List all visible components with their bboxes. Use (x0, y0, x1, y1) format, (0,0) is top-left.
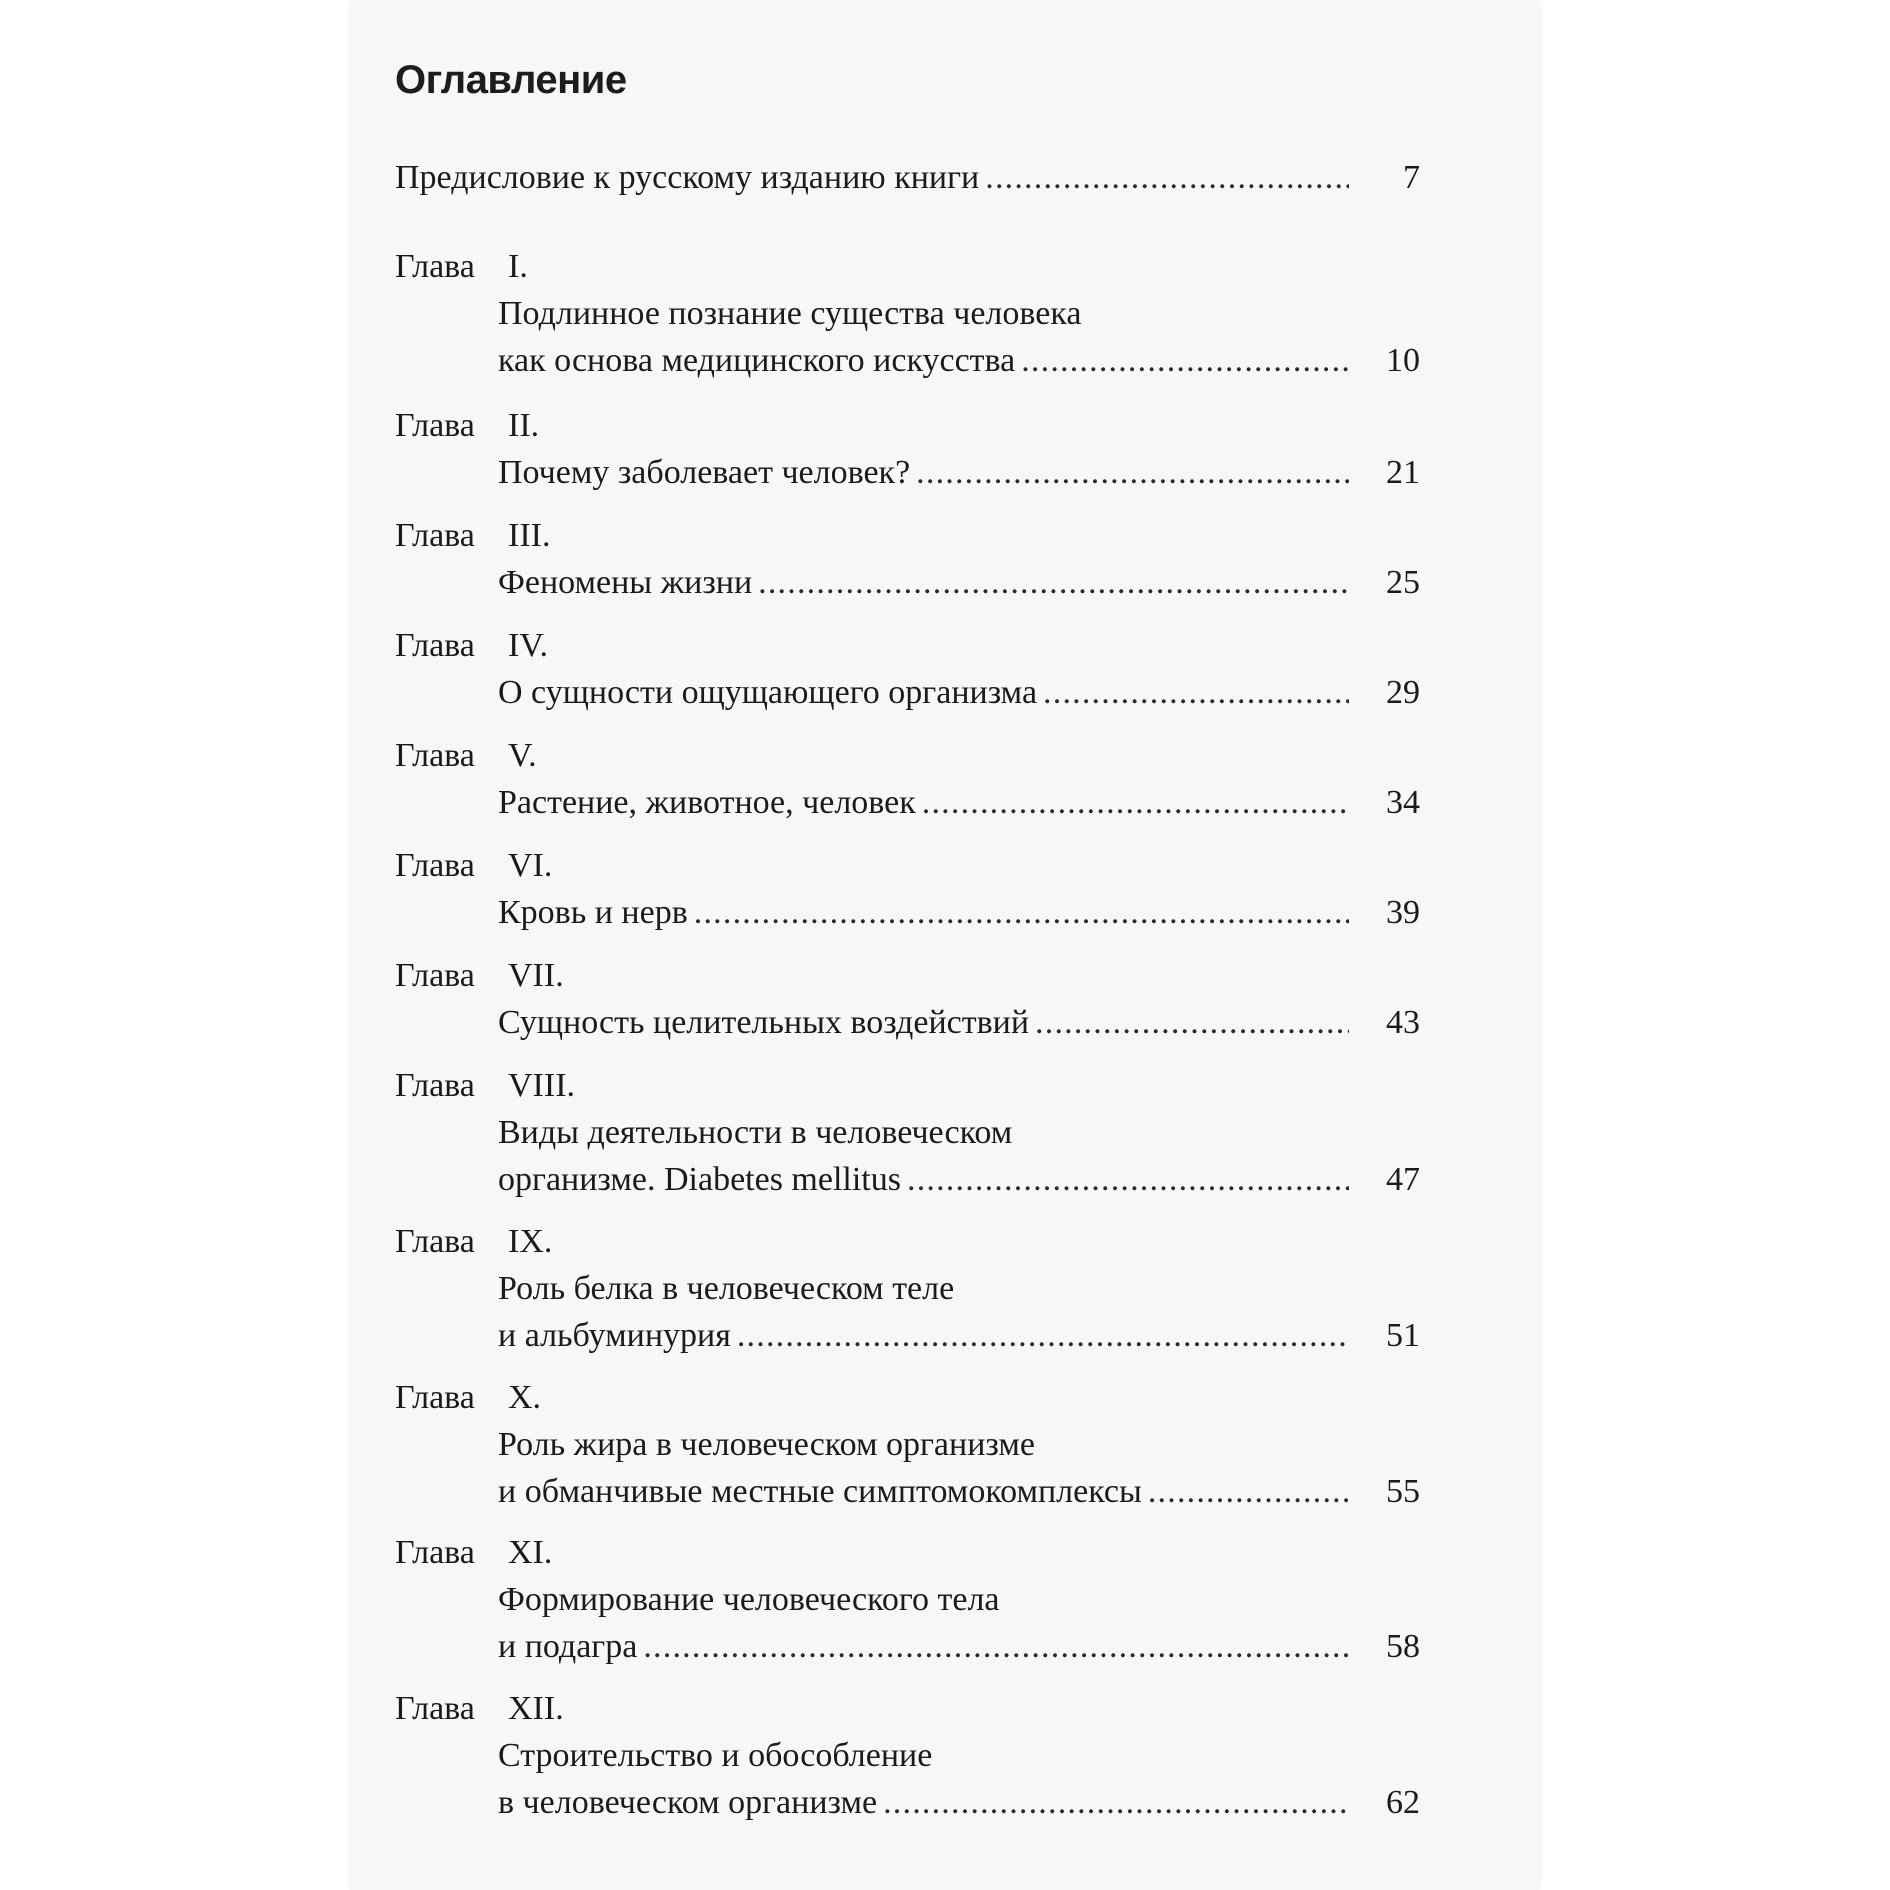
chapter-label: Глава (395, 1379, 475, 1416)
chapter-number: XII. (508, 1690, 564, 1727)
chapter-number: VII. (508, 957, 564, 994)
chapter-label: Глава (395, 1223, 475, 1260)
chapter-number: VIII. (508, 1067, 576, 1104)
chapter-label: Глава (395, 248, 475, 285)
chapter-title-line (498, 676, 1355, 710)
chapter-label: Глава (395, 957, 475, 994)
entry-title: как основа медицинского искусства (498, 342, 1016, 379)
dot-leader (922, 786, 1349, 820)
page-number: 47 (1386, 1161, 1420, 1198)
chapter-title-line (498, 1475, 1355, 1509)
chapter-number: V. (508, 737, 537, 774)
dot-leader (737, 1319, 1349, 1353)
entry-title: Сущность целительных воздействий (498, 1004, 1030, 1041)
chapter-number: II. (508, 407, 540, 444)
dot-leader (907, 1163, 1349, 1197)
chapter-title-line (498, 456, 1355, 490)
page-number: 10 (1386, 342, 1420, 379)
chapter-label: Глава (395, 407, 475, 444)
chapter-number: VI. (508, 847, 553, 884)
page-number: 58 (1386, 1628, 1420, 1665)
chapter-title-line (498, 1319, 1355, 1353)
chapter-title-line: Формирование человеческого тела (498, 1581, 1000, 1618)
chapter-title-line: Подлинное познание существа человека (498, 295, 1082, 332)
page-number: 55 (1386, 1473, 1420, 1510)
dot-leader (883, 1786, 1349, 1820)
chapter-label: Глава (395, 737, 475, 774)
entry-title: Феномены жизни (498, 564, 753, 601)
dot-leader (1021, 344, 1349, 378)
chapter-number: III. (508, 517, 551, 554)
chapter-number: I. (508, 248, 528, 285)
entry-title: О сущности ощущающего организма (498, 674, 1038, 711)
dot-leader (1043, 676, 1349, 710)
page-number: 21 (1386, 454, 1420, 491)
chapter-number: IX. (508, 1223, 553, 1260)
entry-title: в человеческом организме (498, 1784, 878, 1821)
page-number: 25 (1386, 564, 1420, 601)
chapter-label: Глава (395, 627, 475, 664)
page-number: 39 (1386, 894, 1420, 931)
entry-title: и подагра (498, 1628, 638, 1665)
toc-heading: Оглавление (395, 58, 627, 102)
chapter-title-line (498, 786, 1355, 820)
entry-title: Кровь и нерв (498, 894, 688, 931)
chapter-title-line: Роль белка в человеческом теле (498, 1270, 955, 1307)
dot-leader (694, 896, 1349, 930)
chapter-label: Глава (395, 1534, 475, 1571)
entry-title: Предисловие к русскому изданию книги (395, 159, 980, 196)
chapter-title-line (498, 896, 1355, 930)
page-number: 51 (1386, 1317, 1420, 1354)
chapter-label: Глава (395, 517, 475, 554)
page-number: 29 (1386, 674, 1420, 711)
chapter-title-line (498, 344, 1355, 378)
page-number: 7 (1403, 159, 1420, 196)
chapter-title-line (498, 1630, 1355, 1664)
dot-leader (916, 456, 1349, 490)
dot-leader (643, 1630, 1349, 1664)
chapter-title-line: Строительство и обособление (498, 1737, 933, 1774)
dot-leader (985, 161, 1349, 195)
dot-leader (758, 566, 1349, 600)
page-number: 43 (1386, 1004, 1420, 1041)
chapter-title-line (498, 1006, 1355, 1040)
page-number: 62 (1386, 1784, 1420, 1821)
chapter-number: X. (508, 1379, 542, 1416)
preface-entry (395, 161, 1355, 195)
chapter-title-line (498, 1163, 1355, 1197)
chapter-label: Глава (395, 1690, 475, 1727)
chapter-title-line (498, 566, 1355, 600)
entry-title: и альбуминурия (498, 1317, 731, 1354)
entry-title: организме. Diabetes mellitus (498, 1161, 901, 1198)
chapter-number: XI. (508, 1534, 553, 1571)
chapter-number: IV. (508, 627, 548, 664)
chapter-label: Глава (395, 1067, 475, 1104)
chapter-label: Глава (395, 847, 475, 884)
entry-title: и обманчивые местные симптомокомплексы (498, 1473, 1142, 1510)
entry-title: Растение, животное, человек (498, 784, 916, 821)
chapter-title-line: Виды деятельности в человеческом (498, 1114, 1013, 1151)
dot-leader (1148, 1475, 1349, 1509)
dot-leader (1035, 1006, 1349, 1040)
entry-title: Почему заболевает человек? (498, 454, 911, 491)
page-number: 34 (1386, 784, 1420, 821)
chapter-title-line (498, 1786, 1355, 1820)
chapter-title-line: Роль жира в человеческом организме (498, 1426, 1035, 1463)
